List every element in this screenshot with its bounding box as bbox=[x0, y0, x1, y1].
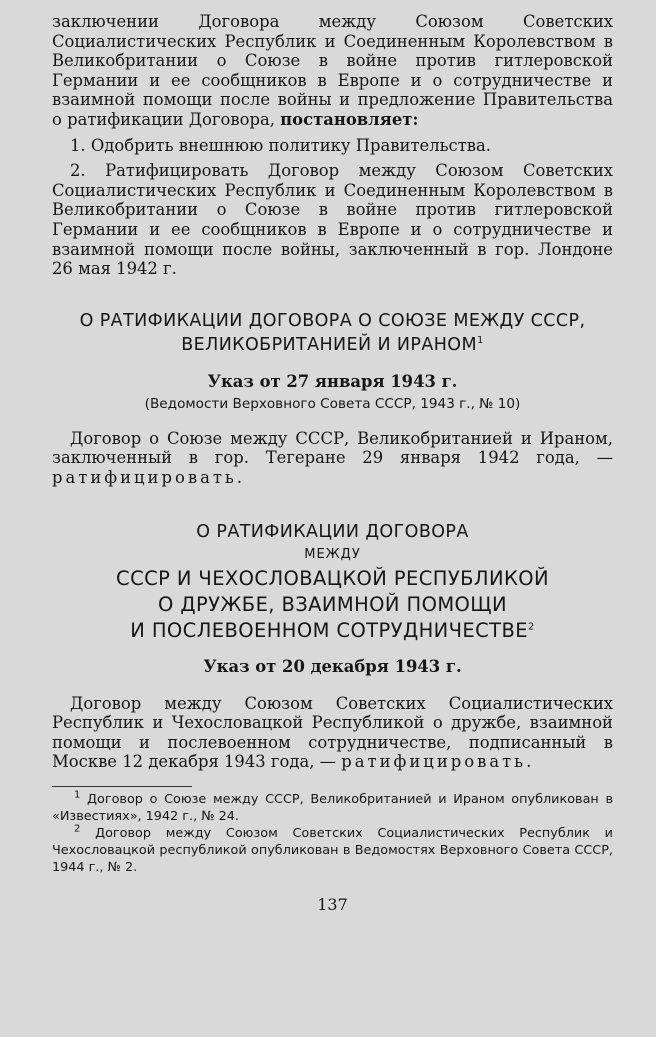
section1-gazette: (Ведомости Верховного Совета СССР, 1943 г., № 10) bbox=[144, 395, 521, 412]
intro-paragraph bbox=[52, 12, 613, 130]
footnote-2-text: Договор между Союзом Советских Социалистических Республик и Чехословацкой республикой опубликован в Ведомостях Верховного Совета СССР, 1944 г., № 2. bbox=[52, 825, 613, 875]
section2-heading-line2: МЕЖДУ bbox=[304, 546, 361, 562]
section2-footnote-mark: 2 bbox=[527, 621, 535, 632]
section2-body bbox=[52, 694, 613, 772]
footnote-1-mark: 1 bbox=[74, 789, 81, 801]
section2-heading-line4: О ДРУЖБЕ, ВЗАИМНОЙ ПОМОЩИ bbox=[157, 592, 508, 616]
footnote-1-text: Договор о Союзе между СССР, Великобританией и Ираном опубликован в «Известиях», 1942 г., № 24. bbox=[52, 791, 613, 824]
section1-body-spaced: ратифицировать. bbox=[52, 467, 246, 487]
section2-heading-line3: СССР И ЧЕХОСЛОВАЦКОЙ РЕСПУБЛИКОЙ bbox=[116, 566, 549, 590]
intro-paragraph-text: заключении Договора между Союзом Советских Социалистических Республик и Соединенным Королевством в Великобритании о Союзе в войне против гитлеровской Германии и ее сообщников в Европе и о сотрудничестве и взаимной помощи после войны и предложение Правительства о ратификации Договора, bbox=[52, 12, 613, 129]
section2-body-spaced: ратифицировать. bbox=[341, 752, 535, 772]
footnote-1 bbox=[52, 791, 613, 825]
section2-heading-line5-wrap bbox=[52, 618, 613, 644]
section1-body-text: Договор о Союзе между СССР, Великобританией и Ираном, заключенный в гор. Тегеране 29 января 1942 года, — bbox=[52, 428, 613, 468]
section1-body bbox=[52, 429, 613, 488]
intro-item-2: 2. Ратифицировать Договор между Союзом Советских Социалистических Республик и Соединенным Королевством в Великобритании о Союзе в войне против гитлеровской Германии и ее сообщников в Европе и о сотрудничестве и взаимной помощи после войны, заключенный в гор. Лондоне 26 мая 1942 г. bbox=[52, 161, 613, 279]
intro-paragraph-bold: постановляет: bbox=[280, 109, 419, 129]
section2-body-text: Договор между Союзом Советских Социалистических Республик и Чехословацкой Республикой о дружбе, взаимной помощи и послевоенном сотрудничестве, подписанный в Москве 12 декабря 1943 года, — bbox=[52, 693, 613, 772]
section1-decree: Указ от 27 января 1943 г. bbox=[207, 371, 458, 391]
section2-heading-line5: И ПОСЛЕВОЕННОМ СОТРУДНИЧЕСТВЕ bbox=[130, 618, 528, 642]
page-number: 137 bbox=[317, 894, 348, 914]
section2-decree: Указ от 20 декабря 1943 г. bbox=[203, 656, 462, 676]
footnote-2 bbox=[52, 825, 613, 876]
section1-heading-line2-wrap bbox=[52, 333, 613, 357]
section1-heading-line1: О РАТИФИКАЦИИ ДОГОВОРА О СОЮЗЕ МЕЖДУ СССР, bbox=[79, 310, 586, 331]
footnote-2-mark: 2 bbox=[74, 823, 81, 835]
section2-heading-line1: О РАТИФИКАЦИИ ДОГОВОРА bbox=[196, 521, 469, 542]
section1-footnote-mark: 1 bbox=[476, 334, 484, 346]
section1-heading-line2: ВЕЛИКОБРИТАНИЕЙ И ИРАНОМ bbox=[181, 334, 477, 355]
intro-item-1: 1. Одобрить внешнюю политику Правительства. bbox=[70, 135, 491, 155]
footnote-divider bbox=[52, 786, 192, 787]
